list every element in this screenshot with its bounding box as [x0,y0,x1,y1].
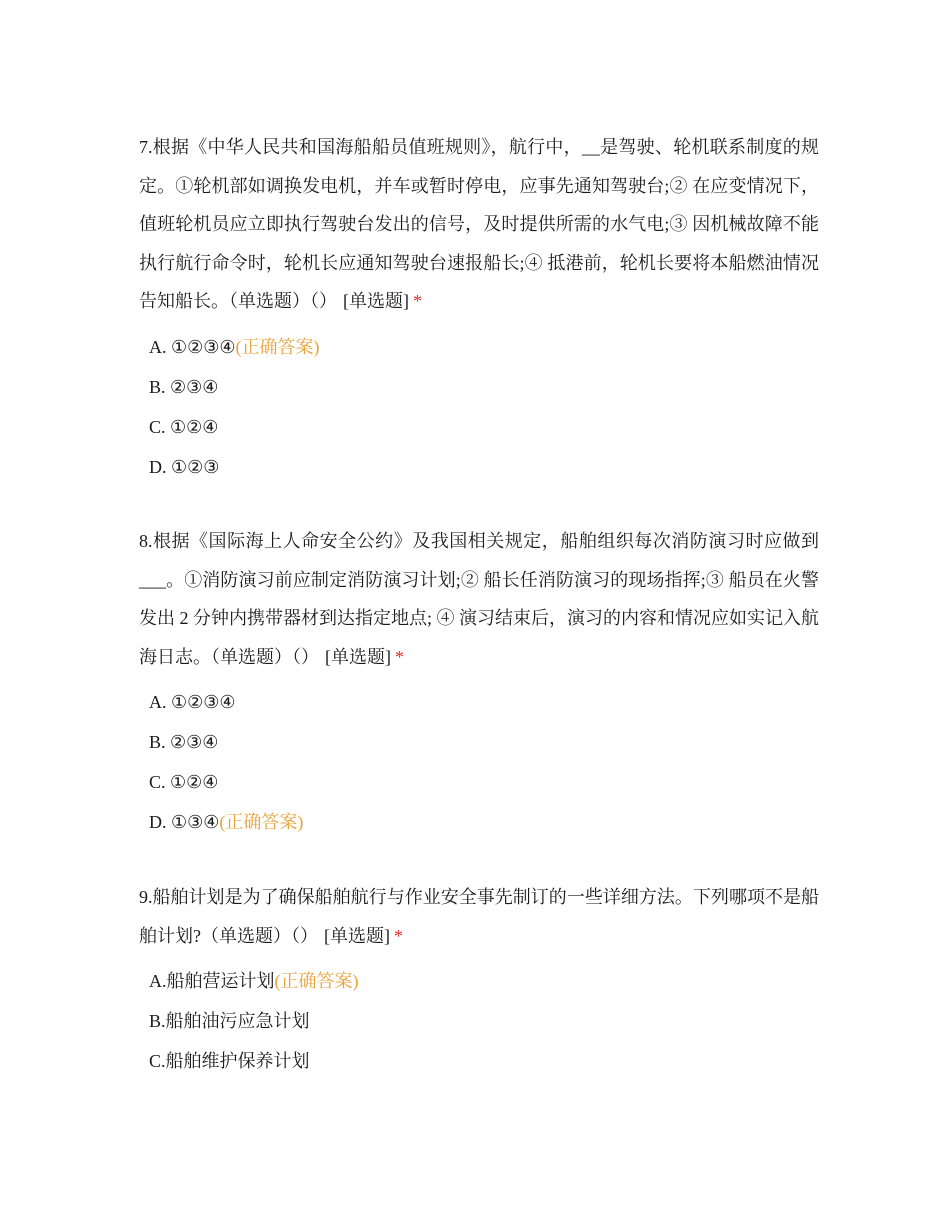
option-label: B.船舶油污应急计划 [149,1011,310,1031]
option-label: C. ①②④ [149,772,219,792]
option-b[interactable] [139,367,819,407]
option-a[interactable] [139,327,819,367]
correct-answer-tag: (正确答案) [274,971,359,991]
option-label: A. ①②③④ [149,692,236,712]
question-9-text [139,878,819,955]
option-label: B. ②③④ [149,732,219,752]
question-7-options [139,327,819,487]
question-8-options [139,682,819,842]
question-9 [139,878,819,1081]
option-label: A. ①②③④ [149,336,236,357]
question-7-body: 7.根据《中华人民共和国海船船员值班规则》，航行中，__是驾驶、轮机联系制度的规定。①轮机部如调换发电机，并车或暂时停电，应事先通知驾驶台;② 在应变情况下，值班轮机员应立即执行驾驶台发出的信号，及时提供所需的水气电;③ 因机械故障不能执行航行命令时，轮机长应通知驾驶台速报船长;④ 抵港前，轮机长要将本船燃油情况告知船长。（单选题）（） [139,137,819,311]
question-9-body: 9.船舶计划是为了确保船舶航行与作业安全事先制订的一些详细方法。下列哪项不是船舶计划?（单选题）（） [139,887,819,946]
option-label: D. ①③④ [149,812,220,832]
option-d[interactable] [139,447,819,487]
question-7 [139,128,819,487]
required-mark: * [394,925,403,946]
required-mark: * [395,646,404,667]
option-a[interactable] [139,682,819,722]
question-8-text [139,522,819,676]
question-8-type-tag: [单选题] [325,646,391,667]
question-7-type-tag: [单选题] [343,291,409,311]
question-8-body: 8.根据《国际海上人命安全公约》及我国相关规定，船舶组织每次消防演习时应做到___。①消防演习前应制定消防演习计划;② 船长任消防演习的现场指挥;③ 船员在火警发出 2 分钟内携带器材到达指定地点; ④ 演习结束后，演习的内容和情况应如实记入航海日志。（单选题）（） [139,531,819,667]
option-label: D. ①②③ [149,456,220,477]
option-c[interactable] [139,1041,819,1081]
option-b[interactable] [139,1001,819,1041]
option-c[interactable] [139,407,819,447]
option-label: A.船舶营运计划 [149,971,275,991]
option-c[interactable] [139,762,819,802]
option-label: B. ②③④ [149,376,219,397]
option-b[interactable] [139,722,819,762]
question-7-text [139,128,819,321]
question-8 [139,522,819,842]
correct-answer-tag: (正确答案) [235,336,320,357]
question-9-options [139,961,819,1081]
required-mark: * [413,291,422,311]
option-a[interactable] [139,961,819,1001]
question-9-type-tag: [单选题] [324,925,390,946]
option-label: C.船舶维护保养计划 [149,1051,310,1071]
option-d[interactable] [139,802,819,842]
option-label: C. ①②④ [149,416,219,437]
correct-answer-tag: (正确答案) [219,812,304,832]
